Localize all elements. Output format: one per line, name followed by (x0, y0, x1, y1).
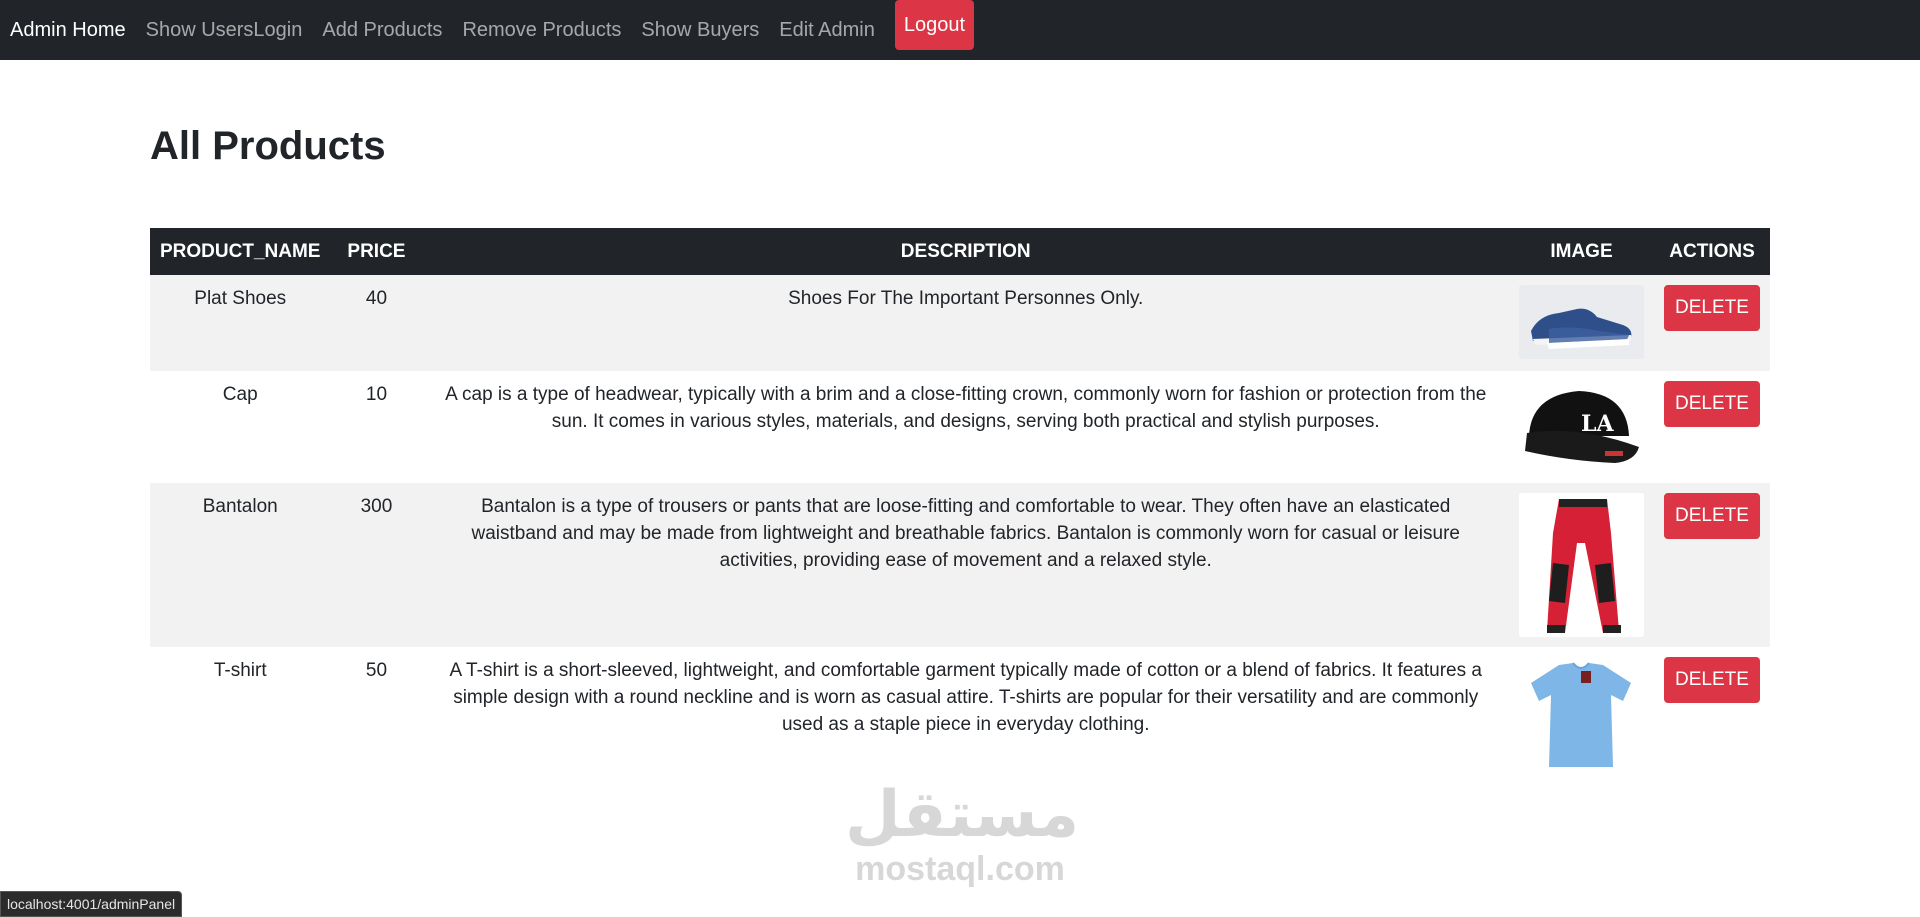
logout-button[interactable]: Logout (895, 0, 974, 50)
delete-button[interactable]: DELETE (1664, 285, 1760, 331)
table-header-row (150, 228, 1770, 275)
column-header-product-name: PRODUCT_NAME (160, 240, 321, 262)
products-table (150, 228, 1770, 781)
cell-actions (1654, 647, 1770, 781)
table-row (150, 647, 1770, 781)
nav-link-show-users-login[interactable]: Show UsersLogin (145, 18, 303, 41)
nav-link-show-buyers[interactable]: Show Buyers (641, 18, 760, 41)
mostaql-watermark (845, 778, 1080, 888)
top-navbar (0, 0, 1920, 60)
table-row (150, 275, 1770, 371)
cell-image (1509, 483, 1654, 647)
svg-text:LA: LA (1581, 411, 1614, 437)
cap-image-icon (1519, 381, 1644, 471)
main-container (150, 60, 1770, 735)
cell-price: 10 (365, 384, 388, 405)
cell-price: 50 (365, 660, 388, 681)
column-header-price: PRICE (347, 240, 406, 262)
cell-price: 40 (365, 288, 388, 309)
cell-description: Bantalon is a type of trousers or pants that are loose-fitting and comfortable to wear. They often have an elasticated waistband and may be made from lightweight and breathable fabrics. Bantalon is commonly worn for casual or leisure activities, providing ease of movement and a relaxed style. (471, 496, 1460, 571)
page-title: All Products (150, 124, 386, 168)
delete-button[interactable]: DELETE (1664, 381, 1760, 427)
cell-image (1509, 371, 1654, 483)
cell-description: A T-shirt is a short-sleeved, lightweight, and comfortable garment typically made of cotton or a blend of fabrics. It features a simple design with a round neckline and is worn as casual attire. T-shirts are popular for their versatility and are commonly used as a staple piece in everyday clothing. (449, 660, 1482, 735)
cell-description: Shoes For The Important Personnes Only. (788, 288, 1144, 309)
table-row (150, 371, 1770, 483)
pants-image-icon (1519, 493, 1644, 637)
cell-image (1509, 647, 1654, 781)
cell-product-name: Plat Shoes (194, 288, 287, 309)
cell-product-name: T-shirt (213, 660, 267, 681)
cell-product-name: Bantalon (202, 496, 278, 517)
watermark-latin-text: mostaql.com (855, 850, 1065, 888)
column-header-actions: ACTIONS (1669, 240, 1755, 262)
delete-button[interactable]: DELETE (1664, 493, 1760, 539)
nav-link-edit-admin[interactable]: Edit Admin (779, 18, 875, 41)
table-row (150, 483, 1770, 647)
tshirt-image-icon (1519, 657, 1644, 771)
column-header-description: DESCRIPTION (900, 240, 1031, 262)
cell-actions (1654, 275, 1770, 371)
delete-button[interactable]: DELETE (1664, 657, 1760, 703)
browser-status-bar: localhost:4001/adminPanel (0, 891, 182, 917)
cell-product-name: Cap (222, 384, 258, 405)
cell-image (1509, 275, 1654, 371)
nav-link-add-products[interactable]: Add Products (322, 18, 443, 41)
column-header-image: IMAGE (1550, 240, 1613, 262)
cell-description: A cap is a type of headwear, typically with a brim and a close-fitting crown, commonly worn for fashion or protection from the sun. It comes in various styles, materials, and designs, serving both practical and stylish purposes. (445, 384, 1487, 432)
cell-actions (1654, 371, 1770, 483)
cell-actions (1654, 483, 1770, 647)
nav-brand-admin-home[interactable]: Admin Home (10, 18, 126, 41)
cell-price: 300 (360, 496, 393, 517)
shoe-image-icon (1519, 285, 1644, 359)
watermark-arabic-text: مستقل (845, 778, 1080, 852)
nav-link-remove-products[interactable]: Remove Products (462, 18, 622, 41)
